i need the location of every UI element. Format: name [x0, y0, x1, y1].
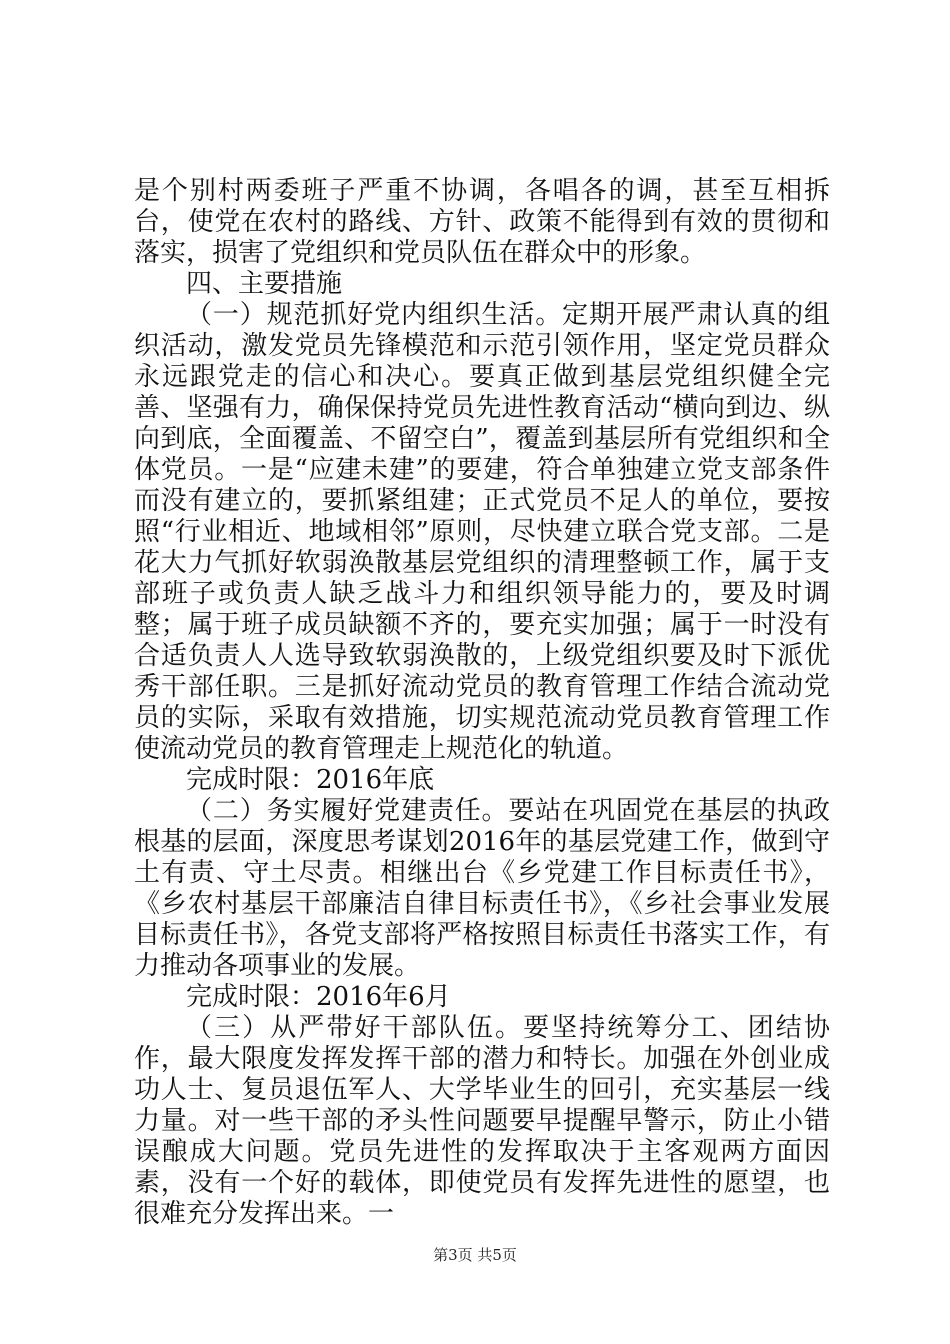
paragraph-continuation: 是个别村两委班子严重不协调，各唱各的调，甚至互相拆台，使党在农村的路线、方针、政策不能得到有效的贯彻和落实，损害了党组织和党员队伍在群众中的形象。	[134, 176, 830, 268]
document-body	[134, 176, 830, 1230]
deadline-line-2: 完成时限：2016年6月	[186, 982, 451, 1012]
deadline-line-1: 完成时限：2016年底	[186, 765, 435, 795]
paragraph-measure-3: （三）从严带好干部队伍。要坚持统筹分工、团结协作，最大限度发挥发挥干部的潜力和特长。加强在外创业成功人士、复员退伍军人、大学毕业生的回引，充实基层一线力量。对一些干部的矛头性问题要早提醒早警示，防止小错误酿成大问题。党员先进性的发挥取决于主客观两方面因素，没有一个好的载体，即使党员有发挥先进性的愿望，也很难充分发挥出来。一	[134, 1013, 830, 1229]
section-heading-main-measures: 四、主要措施	[186, 269, 343, 299]
page-footer	[0, 1244, 950, 1265]
paragraph-measure-2: （二）务实履好党建责任。要站在巩固党在基层的执政根基的层面，深度思考谋划2016年的基层党建工作，做到守土有责、守土尽责。相继出台《乡党建工作目标责任书》，《乡农村基层干部廉洁自律目标责任书》，《乡社会事业发展目标责任书》，各党支部将严格按照目标责任书落实工作，有力推动各项事业的发展。	[134, 796, 830, 981]
page-number-indicator: 第3页 共5页	[433, 1246, 517, 1264]
paragraph-measure-1: （一）规范抓好党内组织生活。定期开展严肃认真的组织活动，激发党员先锋模范和示范引领作用，坚定党员群众永远跟党走的信心和决心。要真正做到基层党组织健全完善、坚强有力，确保保持党员先进性教育活动“横向到边、纵向到底，全面覆盖、不留空白”，覆盖到基层所有党组织和全体党员。一是“应建未建”的要建，符合单独建立党支部条件而没有建立的，要抓紧组建；正式党员不足人的单位，要按照“行业相近、地域相邻”原则，尽快建立联合党支部。二是花大力气抓好软弱涣散基层党组织的清理整顿工作，属于支部班子或负责人缺乏战斗力和组织领导能力的，要及时调整；属于班子成员缺额不齐的，要充实加强；属于一时没有合适负责人人选导致软弱涣散的，上级党组织要及时下派优秀干部任职。三是抓好流动党员的教育管理工作结合流动党员的实际，采取有效措施，切实规范流动党员教育管理工作使流动党员的教育管理走上规范化的轨道。	[134, 300, 830, 764]
